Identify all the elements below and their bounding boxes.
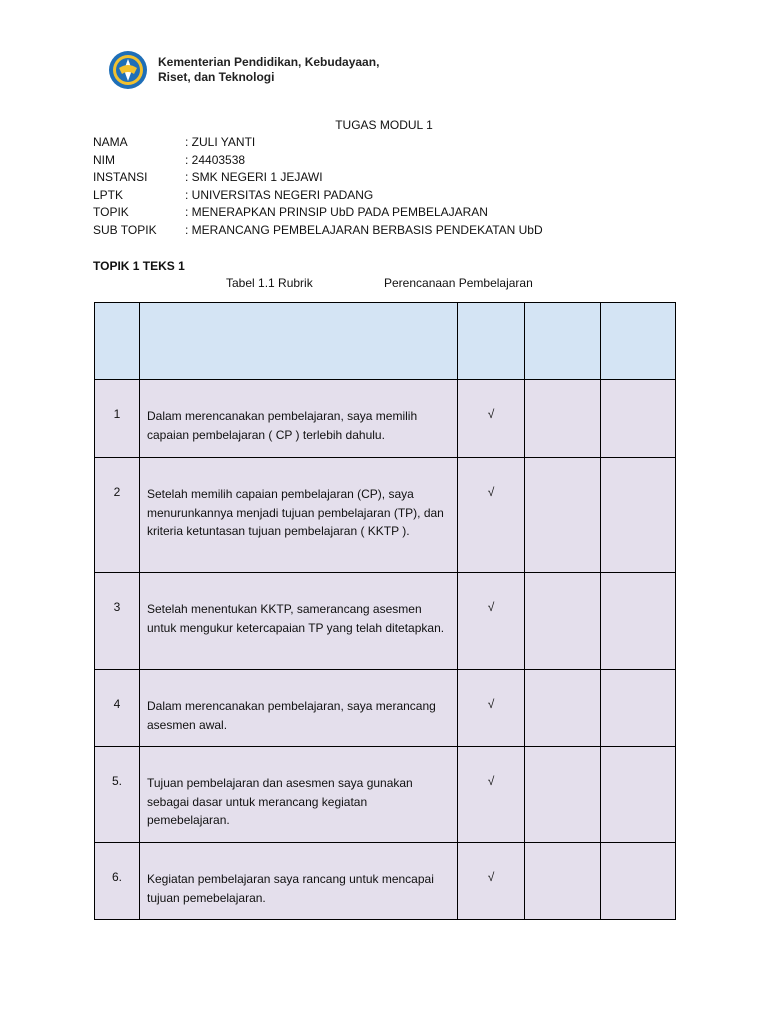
checkmark-icon: √ (487, 774, 495, 788)
row-check-cell (458, 458, 525, 573)
ministry-name (158, 55, 379, 85)
info-key: NIM (93, 152, 115, 167)
row-number: 6. (111, 870, 122, 884)
ministry-line-2: Riset, dan Teknologi (158, 70, 275, 84)
row-number: 5. (111, 774, 122, 788)
row-statement-cell (140, 670, 458, 747)
row-statement: Setelah memilih capaian pembelajaran (CP), saya menurunkannya menjadi tujuan pembelajaran (TP), dan kriteria ketuntasan tujuan pembelajaran ( KKTP ). (147, 487, 444, 538)
checkmark-icon: √ (487, 870, 495, 884)
checkmark-icon: √ (487, 600, 495, 614)
row-number: 4 (113, 697, 121, 711)
row-check-cell (458, 380, 525, 458)
row-number-cell (95, 747, 140, 843)
row-statement: Dalam merencanakan pembelajaran, saya memilih capaian pembelajaran ( CP ) terlebih dahulu. (147, 409, 418, 442)
row-number-cell (95, 380, 140, 458)
table-row (95, 458, 676, 573)
info-key: NAMA (93, 135, 128, 149)
info-value: : MERANCANG PEMBELAJARAN BERBASIS PENDEKATAN UbD (185, 222, 543, 237)
info-key: LPTK (93, 187, 124, 202)
topic-label: TOPIK 1 TEKS 1 (93, 259, 185, 273)
row-statement-cell (140, 380, 458, 458)
table-caption: Tabel 1.1 Rubrik (226, 276, 313, 290)
row-empty-cell (601, 573, 676, 670)
table-caption-subtitle: Perencanaan Pembelajaran (384, 276, 533, 290)
student-info (93, 134, 543, 240)
tut-wuri-handayani-logo-icon (108, 50, 148, 90)
row-number-cell (95, 573, 140, 670)
row-empty-cell (525, 458, 601, 573)
row-empty-cell (525, 670, 601, 747)
row-statement: Kegiatan pembelajaran saya rancang untuk mencapai tujuan pemebelajaran. (147, 872, 434, 905)
row-number: 1 (113, 407, 121, 421)
row-statement: Dalam merencanakan pembelajaran, saya merancang asesmen awal. (147, 699, 436, 732)
header-cell-empty (525, 303, 601, 380)
table-row (95, 843, 676, 920)
row-check-cell (458, 843, 525, 920)
row-number-cell (95, 670, 140, 747)
rubric-table (94, 302, 676, 920)
info-row (93, 222, 543, 240)
table-row (95, 670, 676, 747)
row-statement: Setelah menentukan KKTP, samerancang asesmen untuk mengukur ketercapaian TP yang telah ditetapkan. (147, 602, 445, 635)
header-cell-check (458, 303, 525, 380)
row-number-cell (95, 458, 140, 573)
checkmark-icon: √ (487, 697, 495, 711)
header-cell-statement (140, 303, 458, 380)
row-statement-cell (140, 747, 458, 843)
info-row (93, 152, 543, 170)
info-value: : SMK NEGERI 1 JEJAWI (185, 170, 323, 185)
info-row (93, 187, 543, 205)
row-empty-cell (601, 458, 676, 573)
info-value: : 24403538 (185, 152, 246, 167)
checkmark-icon: √ (487, 485, 495, 499)
info-key: INSTANSI (93, 170, 148, 185)
row-number: 3 (113, 600, 121, 614)
header-cell-empty (601, 303, 676, 380)
checkmark-icon: √ (487, 407, 495, 421)
info-key: TOPIK (93, 205, 129, 220)
info-value: : MENERAPKAN PRINSIP UbD PADA PEMBELAJARAN (185, 205, 488, 220)
table-row (95, 747, 676, 843)
row-statement-cell (140, 573, 458, 670)
table-row (95, 380, 676, 458)
info-row (93, 169, 543, 187)
ministry-header (108, 50, 379, 90)
info-row (93, 134, 543, 152)
info-value: : ZULI YANTI (185, 135, 256, 149)
row-check-cell (458, 747, 525, 843)
row-empty-cell (525, 380, 601, 458)
row-empty-cell (525, 843, 601, 920)
row-empty-cell (525, 747, 601, 843)
row-empty-cell (601, 843, 676, 920)
row-number: 2 (113, 485, 121, 499)
info-value: : UNIVERSITAS NEGERI PADANG (185, 187, 374, 202)
info-row (93, 204, 543, 222)
header-cell-no (95, 303, 140, 380)
row-number-cell (95, 843, 140, 920)
row-empty-cell (601, 747, 676, 843)
row-statement-cell (140, 458, 458, 573)
table-row (95, 573, 676, 670)
ministry-line-1: Kementerian Pendidikan, Kebudayaan, (158, 55, 380, 69)
row-empty-cell (601, 670, 676, 747)
document-title: TUGAS MODUL 1 (335, 118, 433, 132)
row-statement-cell (140, 843, 458, 920)
row-empty-cell (601, 380, 676, 458)
row-empty-cell (525, 573, 601, 670)
row-check-cell (458, 573, 525, 670)
row-check-cell (458, 670, 525, 747)
row-statement: Tujuan pembelajaran dan asesmen saya gunakan sebagai dasar untuk merancang kegiatan pemebelajaran. (147, 776, 413, 827)
table-header-row (95, 303, 676, 380)
info-key: SUB TOPIK (93, 222, 157, 237)
